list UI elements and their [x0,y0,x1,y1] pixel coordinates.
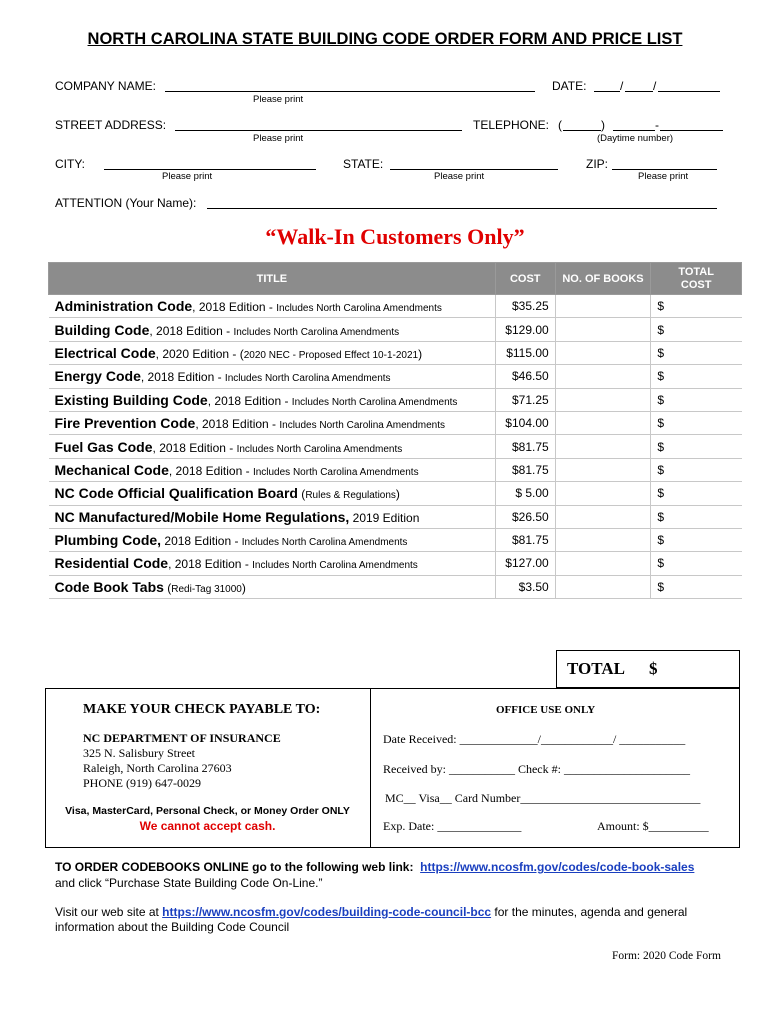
book-quantity-field[interactable] [555,411,651,434]
office-date-received: Date Received: _____________/____________/ ___________ [383,732,686,746]
visit-text-2: for the minutes, agenda and general [494,905,688,919]
book-edition: , 2018 Edition - [168,557,253,572]
book-title-cell [49,505,496,528]
visit-line-2: information about the Building Code Council [55,920,290,934]
tel-close-paren: ) [601,118,605,132]
book-edition: , 2018 Edition - [195,417,280,432]
book-title-cell [49,552,496,575]
book-title-cell [49,575,496,598]
book-note: Includes North Carolina Amendments [236,443,403,455]
book-cost: $81.75 [495,528,555,551]
book-edition: , 2018 Edition - [207,393,292,408]
tel-number-field[interactable] [660,119,723,131]
table-row [49,365,742,388]
street-hint: Please print [253,133,304,144]
book-total-field[interactable]: $ [651,318,742,341]
book-quantity-field[interactable] [555,552,651,575]
book-total-field[interactable]: $ [651,575,742,598]
zip-label: ZIP: [586,157,609,171]
table-row [49,575,742,598]
table-row [49,388,742,411]
book-title-cell [49,411,496,434]
book-total-field[interactable]: $ [651,482,742,505]
table-row [49,295,742,318]
table-row [49,552,742,575]
book-cost: $71.25 [495,388,555,411]
book-edition: ( [297,487,306,502]
col-header-cost: COST [495,263,555,295]
telephone-label: TELEPHONE: [473,118,550,132]
book-note: Includes North Carolina Amendments [252,560,418,572]
book-quantity-field[interactable] [555,341,651,364]
book-edition: , 2020 Edition - ( [155,346,244,361]
code-book-sales-link[interactable]: https://www.ncosfm.gov/codes/code-book-sales [420,860,695,874]
street-address-label: STREET ADDRESS: [55,118,167,132]
payee-dept: NC DEPARTMENT OF INSURANCE [83,731,281,745]
book-title-cell [49,528,496,551]
book-note: Includes North Carolina Amendments [279,420,446,432]
book-suffix: ) [395,487,400,502]
zip-hint: Please print [638,171,689,182]
book-cost: $46.50 [495,365,555,388]
table-row [49,482,742,505]
book-note: Includes North Carolina Amendments [241,537,408,549]
book-cost: $3.50 [495,575,555,598]
city-hint: Please print [162,171,213,182]
form-id: Form: 2020 Code Form [612,950,721,962]
payable-heading: MAKE YOUR CHECK PAYABLE TO: [83,702,321,717]
office-exp-date: Exp. Date: ______________ [383,819,522,833]
online-order-line [55,860,694,874]
office-received-by: Received by: ___________ Check #: _____________________ [383,762,690,776]
date-year-field[interactable] [658,80,720,92]
daytime-hint: (Daytime number) [597,133,674,144]
book-name: Plumbing Code, [54,532,162,549]
book-name: Code Book Tabs [54,578,164,595]
book-edition: , 2018 Edition - [149,323,234,338]
book-cost: $127.00 [495,552,555,575]
table-row [49,458,742,481]
book-cost: $35.25 [495,295,555,318]
grand-total-label: TOTAL [567,659,625,678]
book-total-field[interactable]: $ [651,295,742,318]
visit-line [55,905,687,919]
col-header-title: TITLE [49,263,496,295]
table-row [49,505,742,528]
office-amount: Amount: $__________ [597,819,709,833]
book-total-field[interactable]: $ [651,458,742,481]
book-note: Includes North Carolina Amendments [291,396,458,408]
page-title: NORTH CAROLINA STATE BUILDING CODE ORDER FORM AND PRICE LIST [87,30,683,48]
book-quantity-field[interactable] [555,528,651,551]
company-name-label: COMPANY NAME: [55,79,156,93]
book-edition: , 2018 Edition - [152,440,237,455]
book-cost: $129.00 [495,318,555,341]
book-total-field[interactable]: $ [651,552,742,575]
date-sep-1: / [620,79,624,93]
company-name-field[interactable] [165,80,535,92]
book-total-field[interactable]: $ [651,411,742,434]
office-card-number: MC__ Visa__ Card Number______________________________ [385,791,701,805]
book-cost: $26.50 [495,505,555,528]
zip-field[interactable] [612,158,717,170]
book-note: 2020 NEC - Proposed Effect 10-1-2021 [243,349,419,361]
book-name: Electrical Code [54,344,156,361]
book-note: Includes North Carolina Amendments [276,303,442,315]
book-edition: , 2018 Edition - [140,370,225,385]
visit-text: Visit our web site at [55,905,159,919]
book-note: Includes North Carolina Amendments [224,373,391,385]
book-title-cell [49,295,496,318]
book-total-field[interactable]: $ [651,435,742,458]
book-quantity-field[interactable] [555,365,651,388]
table-row [49,435,742,458]
book-note: Includes North Carolina Amendments [252,466,419,478]
book-suffix: ) [418,346,423,361]
book-title-cell [49,435,496,458]
book-name: Energy Code [54,368,141,385]
book-name: NC Manufactured/Mobile Home Regulations, [54,508,350,525]
book-note: Rules & Regulations [305,490,396,502]
book-edition: 2019 Edition [349,510,420,525]
building-code-council-link[interactable]: https://www.ncosfm.gov/codes/building-code-council-bcc [162,905,492,919]
book-total-field[interactable]: $ [651,341,742,364]
book-quantity-field[interactable] [555,295,651,318]
book-cost: $ 5.00 [495,482,555,505]
book-quantity-field[interactable] [555,388,651,411]
book-quantity-field[interactable] [555,575,651,598]
payment-methods: Visa, MasterCard, Personal Check, or Money Order ONLY [65,805,350,817]
col-header-total-line2: COST [680,278,712,291]
online-order-text: TO ORDER CODEBOOKS ONLINE go to the following web link: [55,860,414,874]
book-total-field[interactable]: $ [651,365,742,388]
date-day-field[interactable] [625,80,653,92]
state-field[interactable] [390,158,558,170]
state-hint: Please print [434,171,485,182]
book-total-field[interactable]: $ [651,505,742,528]
street-address-field[interactable] [175,119,462,131]
date-label: DATE: [552,79,587,93]
payee-address-1: 325 N. Salisbury Street [83,746,195,760]
book-edition: ( [163,580,172,595]
company-hint: Please print [253,94,304,105]
book-total-field[interactable]: $ [651,528,742,551]
book-name: Mechanical Code [54,461,169,478]
book-quantity-field[interactable] [555,482,651,505]
book-name: Fuel Gas Code [54,438,153,455]
col-header-books: NO. OF BOOKS [555,263,651,295]
payee-address-2: Raleigh, North Carolina 27603 [83,761,232,775]
book-name: Residential Code [54,555,169,572]
tel-open-paren: ( [558,118,562,132]
table-row [49,341,742,364]
table-header-row [49,263,742,295]
book-cost: $115.00 [495,341,555,364]
date-sep-2: / [653,79,657,93]
book-note: Redi-Tag 31000 [171,583,242,595]
book-name: Fire Prevention Code [54,415,196,432]
book-name: Administration Code [54,298,193,315]
payment-divider [370,688,371,848]
book-edition: , 2018 Edition - [168,463,253,478]
price-table [48,262,742,599]
book-title-cell [49,458,496,481]
book-title-cell [49,365,496,388]
attention-label: ATTENTION (Your Name): [55,196,197,210]
table-row [49,528,742,551]
date-month-field[interactable] [594,80,620,92]
tel-prefix-field[interactable] [613,119,655,131]
book-cost: $81.75 [495,458,555,481]
book-edition: , 2018 Edition - [192,300,277,315]
attention-field[interactable] [207,197,717,209]
book-quantity-field[interactable] [555,505,651,528]
book-total-field[interactable]: $ [651,388,742,411]
no-cash-note: We cannot accept cash. [139,819,276,833]
city-field[interactable] [104,158,316,170]
state-label: STATE: [343,157,384,171]
book-title-cell [49,341,496,364]
grand-total-box [556,650,740,688]
book-title-cell [49,318,496,341]
city-label: CITY: [55,157,86,171]
area-code-field[interactable] [563,119,601,131]
book-edition: 2018 Edition - [161,534,242,549]
book-title-cell [49,482,496,505]
payee-phone: PHONE (919) 647-0029 [83,776,201,790]
book-note: Includes North Carolina Amendments [233,326,400,338]
book-cost: $81.75 [495,435,555,458]
book-title-cell [49,388,496,411]
book-cost: $104.00 [495,411,555,434]
online-order-line-2: and click “Purchase State Building Code On-Line.” [55,876,323,890]
book-quantity-field[interactable] [555,318,651,341]
table-row [49,318,742,341]
walk-in-heading: “Walk-In Customers Only” [265,224,525,249]
book-name: NC Code Official Qualification Board [54,485,298,502]
office-use-heading: OFFICE USE ONLY [496,704,596,716]
col-header-total-line1: TOTAL [678,265,714,278]
book-suffix: ) [241,580,246,595]
tel-dash: - [655,118,659,132]
grand-total-currency[interactable]: $ [649,659,658,678]
book-name: Building Code [54,321,150,338]
book-quantity-field[interactable] [555,458,651,481]
book-name: Existing Building Code [54,391,208,408]
col-header-total [651,263,742,295]
table-row [49,411,742,434]
book-quantity-field[interactable] [555,435,651,458]
